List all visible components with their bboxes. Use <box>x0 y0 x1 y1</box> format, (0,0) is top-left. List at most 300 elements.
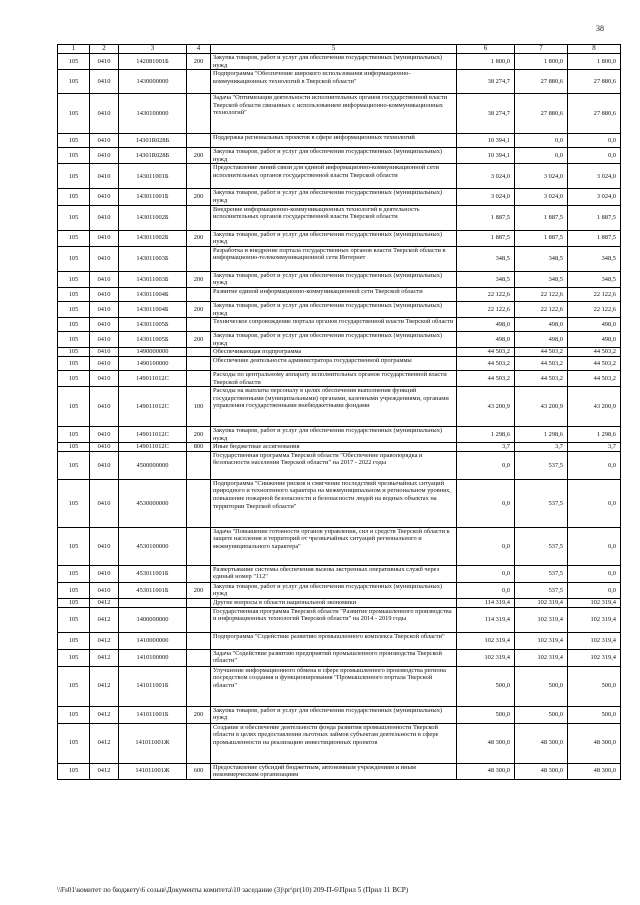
table-cell-c2: 0410 <box>90 348 119 357</box>
budget-table <box>57 44 621 780</box>
table-cell-v7: 537,5 <box>515 582 568 598</box>
table-cell-c1: 105 <box>58 607 90 632</box>
table-cell-v7: 537,5 <box>515 451 568 479</box>
table-cell-v6: 44 503,2 <box>457 348 515 357</box>
table-cell-name: Улучшение информационного обмена в сфере промышленного производства региона посредством создания и функционирования "Промышленного портала Тверской области" <box>211 666 457 706</box>
table-cell-c4 <box>187 287 211 301</box>
table-cell-c4 <box>187 356 211 370</box>
table-cell-v7: 27 880,6 <box>515 70 568 94</box>
table-cell-v6: 43 200,9 <box>457 387 515 427</box>
table-cell-v8: 1 887,5 <box>568 230 621 246</box>
table-cell-v8: 498,0 <box>568 332 621 348</box>
table-row <box>58 599 621 608</box>
table-cell-v7: 3,7 <box>515 443 568 452</box>
table-cell-v7: 44 503,2 <box>515 356 568 370</box>
table-cell-v7: 1 298,6 <box>515 427 568 443</box>
table-cell-name: Поддержка региональных проектов в сфере информационных технологий <box>211 134 457 148</box>
table-cell-v6: 0,0 <box>457 565 515 582</box>
table-cell-name: Государственная программа Тверской области "Обеспечение правопорядка и безопасности населения Тверской области" на 2017 - 2022 годы <box>211 451 457 479</box>
table-cell-c1: 105 <box>58 189 90 205</box>
table-cell-v8: 102 319,4 <box>568 599 621 608</box>
table-cell-v6: 500,0 <box>457 666 515 706</box>
table-cell-v8: 3,7 <box>568 443 621 452</box>
table-row <box>58 230 621 246</box>
table-cell-v7: 3 024,0 <box>515 189 568 205</box>
table-cell-v7: 22 122,6 <box>515 301 568 317</box>
table-row <box>58 370 621 386</box>
table-cell-c1: 105 <box>58 427 90 443</box>
table-cell-c3: 143011001Б <box>119 189 187 205</box>
table-cell-c2: 0410 <box>90 189 119 205</box>
table-cell-c2: 0412 <box>90 706 119 723</box>
table-cell-v6: 3,7 <box>457 443 515 452</box>
table-cell-v7: 102 319,4 <box>515 632 568 649</box>
table-cell-c3: 4530100000 <box>119 527 187 565</box>
table-cell-c4: 200 <box>187 148 211 164</box>
table-header-row <box>58 45 621 54</box>
table-row <box>58 348 621 357</box>
table-cell-c1: 105 <box>58 451 90 479</box>
table-cell-c4 <box>187 70 211 94</box>
table-cell-v7: 0,0 <box>515 148 568 164</box>
table-cell-c3: 14301R028Б <box>119 134 187 148</box>
table-cell-v6: 1 298,6 <box>457 427 515 443</box>
table-cell-c4: 200 <box>187 271 211 287</box>
table-cell-c1: 105 <box>58 148 90 164</box>
table-cell-c3: 141011001Б <box>119 706 187 723</box>
table-cell-c1: 105 <box>58 666 90 706</box>
table-row <box>58 387 621 427</box>
table-cell-v8: 22 122,6 <box>568 301 621 317</box>
table-cell-c4: 200 <box>187 582 211 598</box>
table-cell-c3: 4500000000 <box>119 451 187 479</box>
table-row <box>58 246 621 271</box>
table-cell-v6: 498,0 <box>457 332 515 348</box>
table-cell-v7: 3 024,0 <box>515 164 568 189</box>
table-cell-c2: 0412 <box>90 607 119 632</box>
table-cell-c1: 105 <box>58 763 90 779</box>
table-row <box>58 763 621 779</box>
table-row <box>58 301 621 317</box>
table-cell-c1: 105 <box>58 318 90 332</box>
table-cell-name: Предоставление линий связи для единой информационно-коммуникационной сети исполнительных органов государственной власти Тверской области <box>211 164 457 189</box>
table-row <box>58 565 621 582</box>
table-cell-v7: 537,5 <box>515 527 568 565</box>
table-row <box>58 356 621 370</box>
table-cell-name: Расходы на выплаты персоналу в целях обеспечения выполнения функций государственными (муниципальными) органами, казенными учреждениями, органами управления государственными внебюджетными фондами <box>211 387 457 427</box>
table-cell-c3: 141011001Ж <box>119 723 187 763</box>
table-cell-c2: 0410 <box>90 370 119 386</box>
table-cell-c4: 200 <box>187 230 211 246</box>
table-cell-name: Техническое сопровождение портала органов государственной власти Тверской области <box>211 318 457 332</box>
table-row <box>58 54 621 70</box>
table-row <box>58 706 621 723</box>
table-cell-v7: 102 319,4 <box>515 607 568 632</box>
table-cell-v6: 38 274,7 <box>457 70 515 94</box>
table-cell-c1: 105 <box>58 706 90 723</box>
table-cell-c1: 105 <box>58 632 90 649</box>
column-header: 2 <box>90 45 119 54</box>
table-cell-c1: 105 <box>58 246 90 271</box>
table-cell-v7: 44 503,2 <box>515 348 568 357</box>
table-cell-name: Подпрограмма "Обеспечение широкого использования информационно-коммуникационных технологий в Тверской области" <box>211 70 457 94</box>
table-cell-c1: 105 <box>58 54 90 70</box>
table-cell-name: Закупка товаров, работ и услуг для обеспечения государственных (муниципальных) нужд <box>211 706 457 723</box>
table-cell-c1: 105 <box>58 205 90 230</box>
table-cell-c3: 142081001Б <box>119 54 187 70</box>
column-header: 5 <box>211 45 457 54</box>
table-cell-v6: 114 319,4 <box>457 607 515 632</box>
table-cell-name: Другие вопросы в области национальной экономики <box>211 599 457 608</box>
table-cell-v6: 0,0 <box>457 527 515 565</box>
table-cell-c3: 149011012С <box>119 387 187 427</box>
table-row <box>58 649 621 666</box>
table-row <box>58 427 621 443</box>
table-cell-v7: 348,5 <box>515 271 568 287</box>
table-cell-c4 <box>187 318 211 332</box>
table-cell-c3: 143011005Б <box>119 332 187 348</box>
table-cell-name: Разработка и внедрение портала государственных органов власти Тверской области в информационно-телекоммуникационной сети Интернет <box>211 246 457 271</box>
table-cell-c2: 0410 <box>90 271 119 287</box>
table-cell-c4: 100 <box>187 387 211 427</box>
table-cell-c2: 0410 <box>90 582 119 598</box>
table-row <box>58 451 621 479</box>
table-cell-c2: 0410 <box>90 527 119 565</box>
table-cell-name: Закупка товаров, работ и услуг для обеспечения государственных (муниципальных) нужд <box>211 582 457 598</box>
table-cell-c4 <box>187 607 211 632</box>
table-row <box>58 582 621 598</box>
table-cell-c2: 0412 <box>90 723 119 763</box>
table-cell-v6: 44 503,2 <box>457 370 515 386</box>
table-cell-name: Развитие единой информационно-коммуникационной сети Тверской области <box>211 287 457 301</box>
table-cell-v8: 498,0 <box>568 318 621 332</box>
table-cell-c1: 105 <box>58 70 90 94</box>
table-row <box>58 479 621 527</box>
table-cell-c3: 143011002Б <box>119 205 187 230</box>
table-cell-c4 <box>187 632 211 649</box>
table-cell-c1: 105 <box>58 134 90 148</box>
table-cell-v6: 3 024,0 <box>457 164 515 189</box>
table-cell-c1: 105 <box>58 164 90 189</box>
table-cell-c4 <box>187 565 211 582</box>
table-cell-v7: 348,5 <box>515 246 568 271</box>
table-cell-v6: 500,0 <box>457 706 515 723</box>
table-cell-c4 <box>187 348 211 357</box>
table-cell-name: Государственная программа Тверской области "Развитие промышленного производства и информационных технологий Тверской области" на 2014 - 2019 годы <box>211 607 457 632</box>
table-cell-v8: 44 503,2 <box>568 348 621 357</box>
table-cell-c1: 105 <box>58 94 90 134</box>
table-cell-c3: 149011012С <box>119 443 187 452</box>
table-cell-v7: 1 887,5 <box>515 230 568 246</box>
table-cell-c4 <box>187 164 211 189</box>
table-cell-v6: 1 800,0 <box>457 54 515 70</box>
table-cell-c3: 143011002Б <box>119 230 187 246</box>
table-cell-v6: 1 887,5 <box>457 230 515 246</box>
table-cell-c2: 0410 <box>90 94 119 134</box>
table-cell-c3: 14301R028Б <box>119 148 187 164</box>
table-row <box>58 287 621 301</box>
table-cell-v8: 102 319,4 <box>568 649 621 666</box>
table-cell-v6: 0,0 <box>457 451 515 479</box>
table-cell-name: Предоставление субсидий бюджетным, автономным учреждениям и иным некоммерческим организациям <box>211 763 457 779</box>
table-cell-c4 <box>187 527 211 565</box>
table-cell-c2: 0412 <box>90 763 119 779</box>
table-cell-c3: 1490100000 <box>119 356 187 370</box>
table-cell-v8: 348,5 <box>568 246 621 271</box>
column-header: 4 <box>187 45 211 54</box>
table-cell-v7: 500,0 <box>515 706 568 723</box>
table-cell-v6: 48 300,0 <box>457 723 515 763</box>
table-cell-c2: 0410 <box>90 70 119 94</box>
table-cell-c4 <box>187 205 211 230</box>
table-cell-v6: 38 274,7 <box>457 94 515 134</box>
table-cell-c3: 143011003Б <box>119 271 187 287</box>
table-body <box>58 54 621 780</box>
table-cell-c3 <box>119 599 187 608</box>
table-cell-c1: 105 <box>58 348 90 357</box>
table-cell-v8: 43 200,9 <box>568 387 621 427</box>
table-cell-c2: 0412 <box>90 599 119 608</box>
table-cell-v6: 48 300,0 <box>457 763 515 779</box>
table-cell-name: Закупка товаров, работ и услуг для обеспечения государственных (муниципальных) нужд <box>211 301 457 317</box>
table-cell-v8: 0,0 <box>568 565 621 582</box>
table-cell-name: Внедрение информационно-коммуникационных технологий в деятельность исполнительных органов государственной власти Тверской области <box>211 205 457 230</box>
table-row <box>58 271 621 287</box>
table-cell-v6: 102 319,4 <box>457 649 515 666</box>
table-cell-c4: 200 <box>187 427 211 443</box>
table-cell-c3: 143011004Б <box>119 287 187 301</box>
table-cell-name: Развертывание системы обеспечения вызова экстренных оперативных служб через единый номер "112" <box>211 565 457 582</box>
table-cell-name: Закупка товаров, работ и услуг для обеспечения государственных (муниципальных) нужд <box>211 230 457 246</box>
table-cell-c4 <box>187 479 211 527</box>
table-cell-name: Задача "Содействие развитию предприятий промышленного производства Тверской области" <box>211 649 457 666</box>
column-header: 6 <box>457 45 515 54</box>
table-cell-c1: 105 <box>58 723 90 763</box>
table-cell-v8: 3 024,0 <box>568 164 621 189</box>
table-row <box>58 94 621 134</box>
table-cell-v7: 48 300,0 <box>515 763 568 779</box>
table-cell-v6: 348,5 <box>457 246 515 271</box>
table-cell-v8: 3 024,0 <box>568 189 621 205</box>
table-cell-c4 <box>187 723 211 763</box>
table-cell-c4: 200 <box>187 706 211 723</box>
table-row <box>58 607 621 632</box>
table-cell-v8: 22 122,6 <box>568 287 621 301</box>
table-cell-name: Обеспечение деятельности администратора государственной программы <box>211 356 457 370</box>
table-cell-v8: 1 800,0 <box>568 54 621 70</box>
table-cell-c1: 105 <box>58 582 90 598</box>
table-row <box>58 189 621 205</box>
table-cell-c2: 0410 <box>90 54 119 70</box>
table-cell-c2: 0410 <box>90 301 119 317</box>
table-cell-c4 <box>187 370 211 386</box>
table-cell-c1: 105 <box>58 527 90 565</box>
table-cell-c3: 143011003Б <box>119 246 187 271</box>
table-cell-c1: 105 <box>58 649 90 666</box>
table-cell-name: Закупка товаров, работ и услуг для обеспечения государственных (муниципальных) нужд <box>211 148 457 164</box>
table-cell-v8: 48 300,0 <box>568 723 621 763</box>
table-cell-c2: 0410 <box>90 205 119 230</box>
table-cell-c2: 0410 <box>90 451 119 479</box>
table-cell-c2: 0410 <box>90 134 119 148</box>
table-cell-c1: 105 <box>58 287 90 301</box>
table-cell-name: Подпрограмма "Содействие развитию промышленного комплекса Тверской области" <box>211 632 457 649</box>
table-cell-v8: 348,5 <box>568 271 621 287</box>
table-cell-c1: 105 <box>58 230 90 246</box>
table-cell-c4: 200 <box>187 332 211 348</box>
table-cell-v8: 27 880,6 <box>568 70 621 94</box>
table-cell-v7: 500,0 <box>515 666 568 706</box>
table-cell-c1: 105 <box>58 387 90 427</box>
table-cell-c2: 0412 <box>90 649 119 666</box>
table-row <box>58 205 621 230</box>
table-cell-v7: 537,5 <box>515 479 568 527</box>
table-cell-c2: 0410 <box>90 148 119 164</box>
table-cell-c2: 0410 <box>90 356 119 370</box>
table-cell-c3: 453011001Б <box>119 582 187 598</box>
table-cell-c3: 4530000000 <box>119 479 187 527</box>
table-cell-v6: 10 394,1 <box>457 134 515 148</box>
column-header: 7 <box>515 45 568 54</box>
table-cell-c3: 1400000000 <box>119 607 187 632</box>
table-cell-v6: 10 394,1 <box>457 148 515 164</box>
table-cell-c4: 800 <box>187 443 211 452</box>
table-cell-c2: 0410 <box>90 443 119 452</box>
table-cell-c4 <box>187 451 211 479</box>
table-cell-name: Закупка товаров, работ и услуг для обеспечения государственных (муниципальных) нужд <box>211 189 457 205</box>
table-cell-name: Создание и обеспечение деятельности фонда развития промышленности Тверской области в целях предоставления льготных займов субъектам деятельности в сфере промышленности на реализацию инвестиционных проектов <box>211 723 457 763</box>
table-cell-c3: 1430000000 <box>119 70 187 94</box>
table-cell-v8: 1 298,6 <box>568 427 621 443</box>
table-cell-name: Задача "Повышение готовности органов управления, сил и средств Тверской области к защите населения и территорий от чрезвычайных ситуаций регионального и межмуниципального характера" <box>211 527 457 565</box>
table-cell-v7: 1 800,0 <box>515 54 568 70</box>
table-cell-c1: 105 <box>58 479 90 527</box>
table-cell-v8: 500,0 <box>568 666 621 706</box>
table-cell-name: Подпрограмма "Снижение рисков и смягчение последствий чрезвычайных ситуаций природного и техногенного характера на межмуниципальном и региональном уровнях, повышение пожарной безопасности и безопасности людей на водных объектах на территории Тверской области" <box>211 479 457 527</box>
table-cell-c2: 0410 <box>90 565 119 582</box>
table-cell-name: Иные бюджетные ассигнования <box>211 443 457 452</box>
table-cell-v8: 27 880,6 <box>568 94 621 134</box>
table-cell-v6: 0,0 <box>457 479 515 527</box>
table-cell-c4: 200 <box>187 189 211 205</box>
table-cell-c2: 0410 <box>90 332 119 348</box>
table-cell-c3: 1430100000 <box>119 94 187 134</box>
table-cell-v8: 0,0 <box>568 148 621 164</box>
table-cell-v6: 102 319,4 <box>457 632 515 649</box>
table-cell-c4 <box>187 94 211 134</box>
table-cell-c2: 0410 <box>90 230 119 246</box>
table-cell-name: Расходы по центральному аппарату исполнительных органов государственной власти Тверской области <box>211 370 457 386</box>
table-cell-c4 <box>187 649 211 666</box>
table-cell-c4 <box>187 666 211 706</box>
table-row <box>58 134 621 148</box>
table-cell-c3: 1410100000 <box>119 649 187 666</box>
table-cell-c1: 105 <box>58 443 90 452</box>
table-cell-v8: 0,0 <box>568 527 621 565</box>
table-cell-c3: 149011012С <box>119 427 187 443</box>
table-row <box>58 666 621 706</box>
table-cell-name: Задача "Оптимизация деятельности исполнительных органов государственной власти Тверской области связанных с использованием информационно-коммуникационных технологий" <box>211 94 457 134</box>
table-cell-c3: 1490000000 <box>119 348 187 357</box>
table-cell-c2: 0410 <box>90 479 119 527</box>
table-cell-c2: 0412 <box>90 666 119 706</box>
table-cell-c3: 143011004Б <box>119 301 187 317</box>
table-cell-c3: 143011005Б <box>119 318 187 332</box>
table-row <box>58 318 621 332</box>
table-cell-c4 <box>187 599 211 608</box>
table-cell-v8: 0,0 <box>568 451 621 479</box>
table-cell-v7: 43 200,9 <box>515 387 568 427</box>
table-cell-v7: 44 503,2 <box>515 370 568 386</box>
table-row <box>58 70 621 94</box>
table-cell-v8: 44 503,2 <box>568 356 621 370</box>
table-cell-c3: 141011001Ж <box>119 763 187 779</box>
table-cell-c1: 105 <box>58 599 90 608</box>
column-header: 1 <box>58 45 90 54</box>
table-cell-v6: 114 319,4 <box>457 599 515 608</box>
table-cell-c2: 0410 <box>90 246 119 271</box>
table-row <box>58 723 621 763</box>
footer-file-path: \\Fs01\комитет по бюджету\6 созыв\Документы комитета\10 заседание (3)\рг\рг(10) 209-П-6\Прил 5 (Прил 11 ВСР) <box>57 886 409 894</box>
table-cell-v6: 3 024,0 <box>457 189 515 205</box>
table-cell-name: Закупка товаров, работ и услуг для обеспечения государственных (муниципальных) нужд <box>211 271 457 287</box>
table-cell-c2: 0410 <box>90 318 119 332</box>
table-cell-c4 <box>187 246 211 271</box>
table-cell-v6: 348,5 <box>457 271 515 287</box>
table-cell-v8: 0,0 <box>568 479 621 527</box>
table-row <box>58 164 621 189</box>
table-cell-v8: 0,0 <box>568 582 621 598</box>
table-cell-c1: 105 <box>58 271 90 287</box>
table-cell-v8: 500,0 <box>568 706 621 723</box>
table-cell-name: Закупка товаров, работ и услуг для обеспечения государственных (муниципальных) нужд <box>211 54 457 70</box>
table-cell-v8: 44 503,2 <box>568 370 621 386</box>
table-cell-v6: 22 122,6 <box>457 301 515 317</box>
table-row <box>58 148 621 164</box>
table-cell-v6: 22 122,6 <box>457 287 515 301</box>
table-cell-v7: 27 880,6 <box>515 94 568 134</box>
table-cell-v7: 48 300,0 <box>515 723 568 763</box>
table-cell-c1: 105 <box>58 332 90 348</box>
table-cell-v7: 1 887,5 <box>515 205 568 230</box>
table-cell-c1: 105 <box>58 565 90 582</box>
table-cell-v7: 102 319,4 <box>515 599 568 608</box>
table-row <box>58 332 621 348</box>
table-row <box>58 632 621 649</box>
table-cell-c3: 143011001Б <box>119 164 187 189</box>
table-cell-c3: 1410000000 <box>119 632 187 649</box>
table-cell-v7: 0,0 <box>515 134 568 148</box>
table-cell-c4: 200 <box>187 301 211 317</box>
table-cell-v6: 1 887,5 <box>457 205 515 230</box>
table-cell-v7: 498,0 <box>515 332 568 348</box>
table-cell-v8: 0,0 <box>568 134 621 148</box>
table-cell-c1: 105 <box>58 301 90 317</box>
table-cell-v8: 102 319,4 <box>568 632 621 649</box>
column-header: 8 <box>568 45 621 54</box>
table-cell-name: Закупка товаров, работ и услуг для обеспечения государственных (муниципальных) нужд <box>211 332 457 348</box>
table-cell-name: Обеспечивающая подпрограмма <box>211 348 457 357</box>
table-cell-v7: 102 319,4 <box>515 649 568 666</box>
table-cell-c2: 0410 <box>90 164 119 189</box>
table-cell-c3: 453011001Б <box>119 565 187 582</box>
table-cell-c2: 0410 <box>90 387 119 427</box>
table-cell-c4 <box>187 134 211 148</box>
table-cell-v8: 48 300,0 <box>568 763 621 779</box>
table-cell-c1: 105 <box>58 356 90 370</box>
table-cell-c2: 0410 <box>90 427 119 443</box>
table-cell-v7: 22 122,6 <box>515 287 568 301</box>
